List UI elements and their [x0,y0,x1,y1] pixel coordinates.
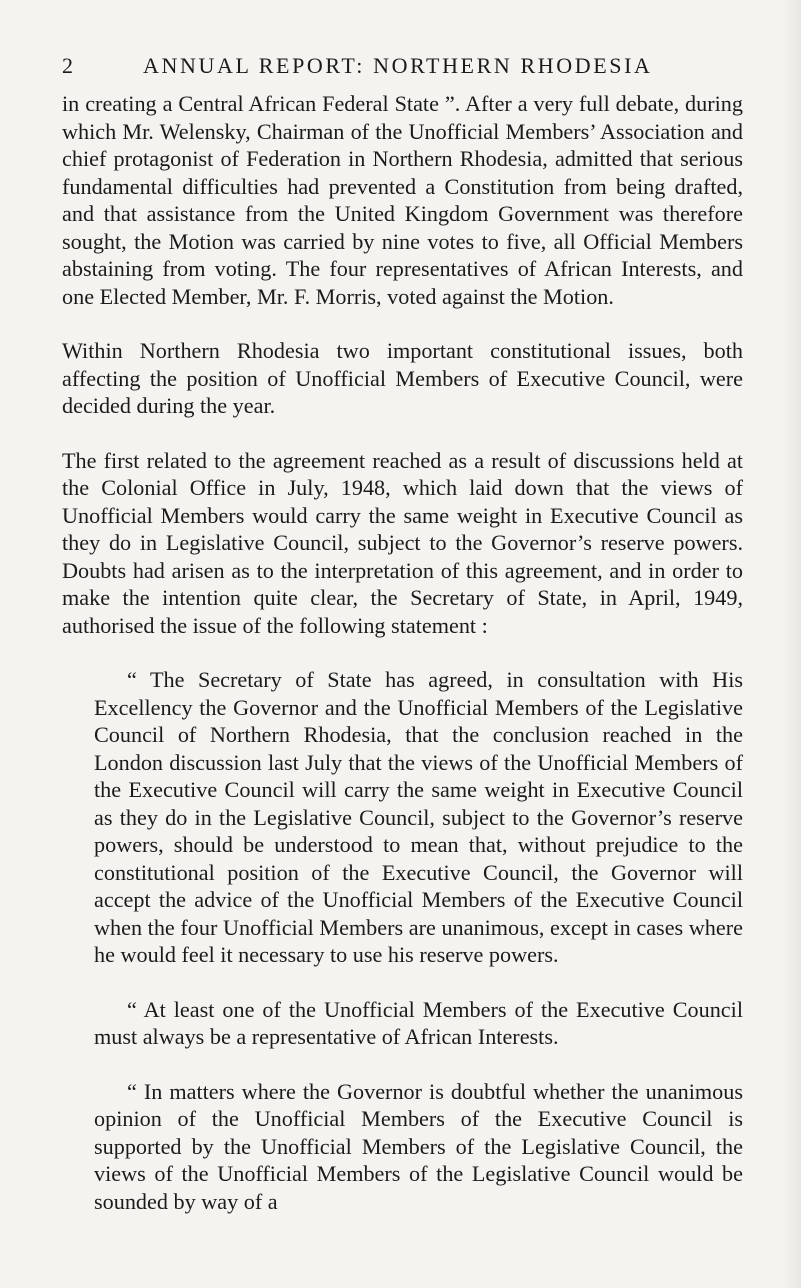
quoted-statement-governor-doubtful: “ In matters where the Governor is doubtful whether the unanimous opinion of the Unofficial Members of the Executive Council is supported by the Unofficial Members of the Legislative Council, the views of the Unofficial Members of the Legislative Council would be sounded by way of a [94,1078,743,1214]
paragraph-continuation: in creating a Central African Federal State ”. After a very full debate, during which Mr. Welensky, Chairman of the Unofficial Members’ Association and chief protagonist of Federation in Northern Rhodesia, admitted that serious fundamental difficulties had prevented a Constitution from being drafted, and that assistance from the United Kingdom Government was therefore sought, the Motion was carried by nine votes to five, all Official Members abstaining from voting. The four representatives of African Interests, and one Elected Member, Mr. F. Morris, voted against the Motion. [62,91,743,309]
running-title: ANNUAL REPORT: NORTHERN RHODESIA [143,53,653,78]
report-body [62,90,743,1215]
paragraph-constitutional-issues: Within Northern Rhodesia two important constitutional issues, both affecting the position of Unofficial Members of Executive Council, were decided during the year. [62,338,743,418]
page-number: 2 [62,53,76,78]
quoted-statement-african-interests: “ At least one of the Unofficial Members of the Executive Council must always be a representative of African Interests. [94,996,743,1049]
page-edge-shadow [783,0,801,1288]
paragraph-agreement: The first related to the agreement reached as a result of discussions held at the Colonial Office in July, 1948, which laid down that the views of Unofficial Members would carry the same weight in Executive Council as they do in Legislative Council, subject to the Governor’s reserve powers. Doubts had arisen as to the interpretation of this agreement, and in order to make the intention quite clear, the Secretary of State, in April, 1949, authorised the issue of the following statement : [62,447,743,638]
page-header [62,53,682,83]
quoted-statement: “ The Secretary of State has agreed, in consultation with His Excellency the Governor and the Unofficial Members of the Legislative Council of Northern Rhodesia, that the conclusion reached in the London discussion last July that the views of the Unofficial Members of the Executive Council will carry the same weight in Executive Council as they do in the Legislative Council, subject to the Governor’s reserve powers, should be understood to mean that, without prejudice to the constitutional position of the Executive Council, the Governor will accept the advice of the Unofficial Members of the Executive Council when the four Unofficial Members are unanimous, except in cases where he would feel it necessary to use his reserve powers. [94,667,743,967]
